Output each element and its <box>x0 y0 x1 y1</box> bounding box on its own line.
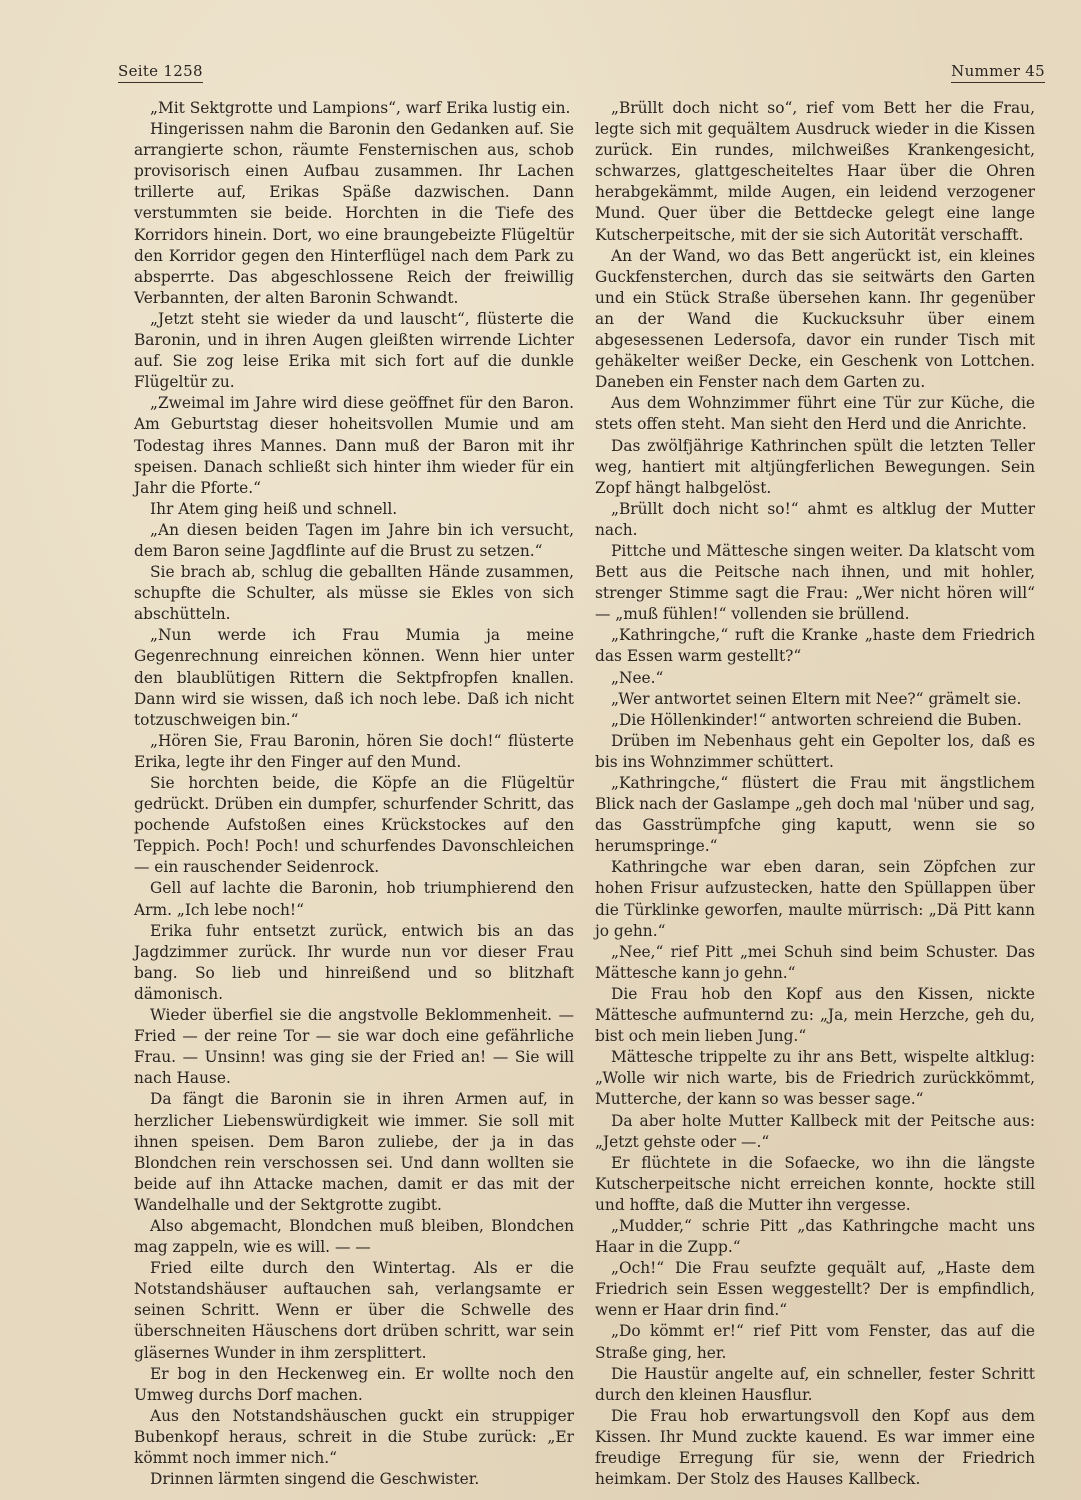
paragraph: „Jetzt steht sie wieder da und lauscht“, flüsterte die Baronin, und in ihren Augen gleißten wirrende Lichter auf. Sie zog leise Erika mit sich fort auf die dunkle Flügeltür zu. <box>134 309 574 392</box>
paragraph: Die Haustür angelte auf, ein schneller, fester Schritt durch den kleinen Hausflur. <box>595 1364 1035 1404</box>
paragraph: „Zweimal im Jahre wird diese geöffnet für den Baron. Am Geburtstag dieser hoheitsvollen Mumie und am Todestag ihres Mannes. Dann muß der Baron mit ihr speisen. Danach schließt sich hinter ihm wieder für ein Jahr die Pforte.“ <box>134 394 574 497</box>
paragraph: „Do kömmt er!“ rief Pitt vom Fenster, das auf die Straße ging, her. <box>595 1322 1035 1362</box>
issue-number: Nummer 45 <box>951 62 1045 83</box>
paragraph: Ihr Atem ging heiß und schnell. <box>150 499 398 518</box>
paragraph: Er flüchtete in die Sofaecke, wo ihn die längste Kutscherpeitsche nicht erreichen konnte, hockte still und hoffte, daß die Mutter ihn vergesse. <box>595 1153 1035 1214</box>
page-header <box>118 62 1045 92</box>
paragraph: Die Frau hob den Kopf aus den Kissen, nickte Mättesche aufmunternd zu: „Ja, mein Herzche, geh du, bist och mein lieben Jung.“ <box>595 984 1035 1046</box>
paragraph: Mättesche trippelte zu ihr ans Bett, wispelte altklug: „Wolle wir nich warte, bis de Friedrich zurückkömmt, Mutterche, der kann so was besser sage.“ <box>595 1048 1035 1109</box>
paragraph: „Mudder,“ schrie Pitt „das Kathringche macht uns Haar in die Zupp.“ <box>595 1216 1035 1257</box>
paragraph: „Kathringche,“ ruft die Kranke „haste dem Friedrich das Essen warm gestellt?“ <box>595 626 1035 666</box>
paragraph: Da aber holte Mutter Kallbeck mit der Peitsche aus: „Jetzt gehste oder —.“ <box>595 1111 1035 1151</box>
paragraph: „Nee.“ <box>611 668 664 687</box>
paragraph: An der Wand, wo das Bett angerückt ist, ein kleines Guckfensterchen, durch das sie seitwärts den Garten und ein Stück Straße übersehen kann. Ihr gegenüber an der Wand die Kuckucksuhr über einem abgesessenen Ledersofa, davor ein runder Tisch mit gehäkelter weißer Decke, ein Geschenk von Lottchen. Daneben ein Fenster nach dem Garten zu. <box>595 246 1035 392</box>
paragraph: Fried eilte durch den Wintertag. Als er die Notstandshäuser auftauchen sah, verlangsamte er seinen Schritt. Wenn er über die Schwelle des überschneiten Häuschens dort drüben schritt, war sein gläsernes Wunder in ihm zersplittert. <box>134 1259 574 1362</box>
left-text-column <box>134 98 574 1490</box>
paragraph: „Nee,“ rief Pitt „mei Schuh sind beim Schuster. Das Mättesche kann jo gehn.“ <box>595 942 1035 982</box>
paragraph: Gell auf lachte die Baronin, hob triumphierend den Arm. „Ich lebe noch!“ <box>134 879 574 919</box>
paragraph: Wieder überfiel sie die angstvolle Beklommenheit. — Fried — der reine Tor — sie war doch eine gefährliche Frau. — Unsinn! was ging sie der Fried an! — Sie will nach Hause. <box>134 1006 574 1088</box>
paragraph: Erika fuhr entsetzt zurück, entwich bis an das Jagdzimmer zurück. Ihr wurde nun vor dieser Frau bang. So lieb und hinreißend und so blitzhaft dämonisch. <box>134 921 574 1003</box>
paragraph: Also abgemacht, Blondchen muß bleiben, Blondchen mag zappeln, wie es will. — — <box>134 1216 574 1257</box>
paragraph: Drüben im Nebenhaus geht ein Gepolter los, daß es bis ins Wohnzimmer schüttert. <box>595 731 1035 771</box>
paragraph: Drinnen lärmten singend die Geschwister. <box>150 1470 480 1489</box>
paragraph: Hingerissen nahm die Baronin den Gedanken auf. Sie arrangierte schon, räumte Fensternischen aus, schob provisorisch einen Aufbau zusammen. Ihr Lachen trillerte auf, Erikas Späße dazwischen. Dann verstummten sie beide. Horchten in die Tiefe des Korridors hinein. Dort, wo eine braungebeizte Flügeltür den Korridor gegen den Hinterflügel nach dem Park zu absperrte. Das abgeschlossene Reich der freiwillig Verbannten, der alten Baronin Schwandt. <box>134 120 574 307</box>
paragraph: Kathringche war eben daran, sein Zöpfchen zur hohen Frisur aufzustecken, hatte den Spüllappen über die Türklinke geworfen, maulte mürrisch: „Dä Pitt kann jo gehn.“ <box>595 858 1035 940</box>
paragraph: „Nun werde ich Frau Mumia ja meine Gegenrechnung einreichen können. Wenn hier unter den blaublütigen Rittern die Sektpfropfen knallen. Dann wird sie wissen, daß ich noch lebe. Daß ich nicht totzuschweigen bin.“ <box>134 626 574 729</box>
paragraph: „Brüllt doch nicht so“, rief vom Bett her die Frau, legte sich mit gequältem Ausdruck wieder in die Kissen zurück. Ein rundes, milchweißes Krankengesicht, schwarzes, glattgescheiteltes Haar über die Ohren herabgekämmt, milde Augen, ein leidend verzogener Mund. Quer über die Bettdecke gelegt eine lange Kutscherpeitsche, mit der sie sich Autorität verschafft. <box>595 99 1035 244</box>
paragraph: „Die Höllenkinder!“ antworten schreiend die Buben. <box>611 710 1022 729</box>
paragraph: Sie horchten beide, die Köpfe an die Flügeltür gedrückt. Drüben ein dumpfer, schurfender Schritt, das pochende Aufstoßen eines Krückstockes auf den Teppich. Poch! Poch! und schurfendes Davonschleichen — ein rauschender Seidenrock. <box>134 774 574 877</box>
paragraph: Er bog in den Heckenweg ein. Er wollte noch den Umweg durchs Dorf machen. <box>134 1364 574 1404</box>
paragraph: Das zwölfjährige Kathrinchen spült die letzten Teller weg, hantiert mit altjüngferlichen Bewegungen. Sein Zopf hängt halbgelöst. <box>595 436 1035 497</box>
paragraph: „Kathringche,“ flüstert die Frau mit ängstlichem Blick nach der Gaslampe „geh doch mal 'nüber und sag, das Gasstrümpfche ging kaputt, wenn sie so herumspringe.“ <box>595 774 1035 856</box>
paragraph: Da fängt die Baronin sie in ihren Armen auf, in herzlicher Liebenswürdigkeit wie immer. Sie soll mit ihnen speisen. Dem Baron zuliebe, der ja in das Blondchen rein verschossen sei. Und dann wollten sie beide auf ihn Attacke machen, damit er das mit der Wandelhalle und der Sektgrotte zugibt. <box>134 1090 574 1214</box>
paragraph: Aus dem Wohnzimmer führt eine Tür zur Küche, die stets offen steht. Man sieht den Herd und die Anrichte. <box>595 394 1035 434</box>
paragraph: Sie brach ab, schlug die geballten Hände zusammen, schupfte die Schulter, als müsse sie Ekles von sich abschütteln. <box>134 563 574 624</box>
paragraph: „Wer antwortet seinen Eltern mit Nee?“ grämelt sie. <box>611 689 1022 708</box>
paragraph: Pittche und Mättesche singen weiter. Da klatscht vom Bett aus die Peitsche nach ihnen, und mit hohler, strenger Stimme sagt die Frau: „Wer nicht hören will“ — „muß fühlen!“ vollenden sie brüllend. <box>595 541 1035 624</box>
paragraph: „Mit Sektgrotte und Lampions“, warf Erika lustig ein. <box>150 99 571 117</box>
right-text-column <box>595 98 1035 1490</box>
page-number: Seite 1258 <box>118 62 203 83</box>
paragraph: „Brüllt doch nicht so!“ ahmt es altklug der Mutter nach. <box>595 499 1035 539</box>
paragraph: „Hören Sie, Frau Baronin, hören Sie doch!“ flüsterte Erika, legte ihr den Finger auf den Mund. <box>134 731 574 771</box>
paragraph: „Och!“ Die Frau seufzte gequält auf, „Haste dem Friedrich sein Essen weggestellt? Der is empfindlich, wenn er Haar drin find.“ <box>595 1259 1035 1320</box>
paragraph: „An diesen beiden Tagen im Jahre bin ich versucht, dem Baron seine Jagdflinte auf die Brust zu setzen.“ <box>134 520 574 560</box>
paragraph: Die Frau hob erwartungsvoll den Kopf aus dem Kissen. Ihr Mund zuckte kauend. Es war immer eine freudige Erregung für sie, wenn der Friedrich heimkam. Der Stolz des Hauses Kallbeck. <box>595 1406 1035 1489</box>
paragraph: Aus den Notstandshäuschen guckt ein struppiger Bubenkopf heraus, schreit in die Stube zurück: „Er kömmt noch immer nich.“ <box>134 1406 574 1467</box>
